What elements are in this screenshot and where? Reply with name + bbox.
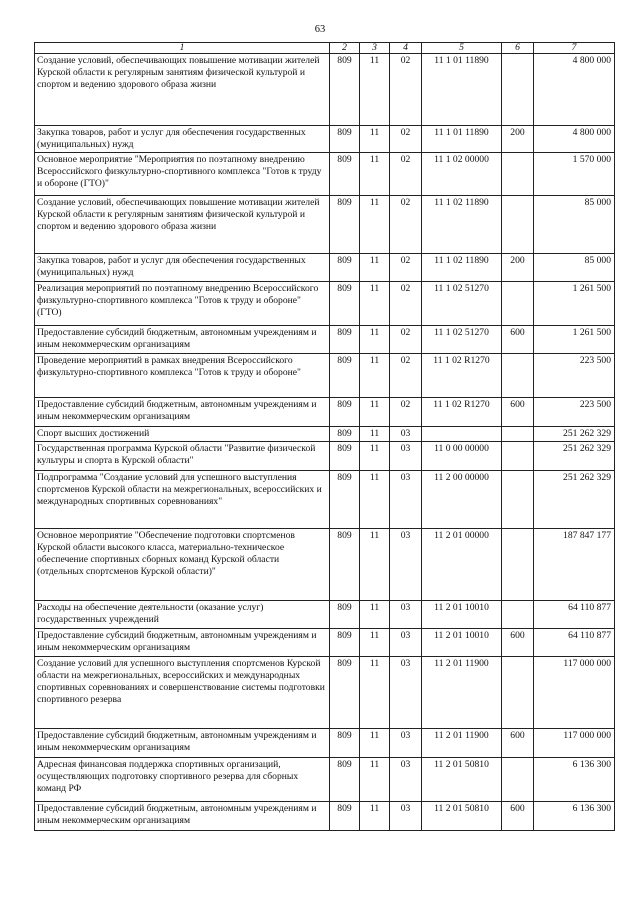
header-cell: 3 <box>360 43 390 54</box>
cell-rz: 11 <box>360 657 390 729</box>
cell-gr: 809 <box>330 471 360 529</box>
cell-pr: 02 <box>390 282 422 326</box>
cell-gr: 809 <box>330 126 360 153</box>
cell-rz: 11 <box>360 326 390 354</box>
cell-sum: 251 262 329 <box>534 442 615 471</box>
cell-rz: 11 <box>360 729 390 758</box>
table-row <box>35 153 615 196</box>
cell-vr <box>502 54 534 126</box>
cell-csr: 11 0 00 00000 <box>422 442 502 471</box>
cell-sum: 223 500 <box>534 398 615 427</box>
cell-rz: 11 <box>360 126 390 153</box>
cell-csr: 11 2 00 00000 <box>422 471 502 529</box>
cell-sum: 223 500 <box>534 354 615 398</box>
row-name: Адресная финансовая поддержка спортивных организаций, осуществляющих подготовку спортивного резерва для сборных команд РФ <box>35 758 330 802</box>
cell-gr: 809 <box>330 282 360 326</box>
cell-csr: 11 1 02 00000 <box>422 153 502 196</box>
cell-pr: 03 <box>390 729 422 758</box>
cell-sum: 85 000 <box>534 254 615 282</box>
row-name: Проведение мероприятий в рамках внедрения Всероссийского физкультурно-спортивного комплекса "Готов к труду и обороне" <box>35 354 330 398</box>
table-row <box>35 442 615 471</box>
cell-csr: 11 2 01 50810 <box>422 758 502 802</box>
cell-pr: 03 <box>390 758 422 802</box>
cell-csr: 11 1 01 11890 <box>422 54 502 126</box>
cell-csr: 11 1 02 51270 <box>422 326 502 354</box>
cell-sum: 1 570 000 <box>534 153 615 196</box>
cell-pr: 02 <box>390 326 422 354</box>
cell-vr: 600 <box>502 629 534 657</box>
cell-rz: 11 <box>360 254 390 282</box>
cell-sum: 6 136 300 <box>534 802 615 831</box>
cell-csr: 11 2 01 11900 <box>422 657 502 729</box>
table-row <box>35 802 615 831</box>
cell-sum: 1 261 500 <box>534 282 615 326</box>
cell-gr: 809 <box>330 326 360 354</box>
cell-sum: 85 000 <box>534 196 615 254</box>
row-name: Предоставление субсидий бюджетным, автономным учреждениям и иным некоммерческим организациям <box>35 629 330 657</box>
cell-sum: 4 800 000 <box>534 126 615 153</box>
cell-pr: 02 <box>390 354 422 398</box>
cell-csr: 11 2 01 10010 <box>422 601 502 629</box>
cell-vr <box>502 657 534 729</box>
header-cell: 4 <box>390 43 422 54</box>
cell-vr <box>502 471 534 529</box>
cell-csr: 11 2 01 50810 <box>422 802 502 831</box>
cell-pr: 02 <box>390 254 422 282</box>
table-row <box>35 398 615 427</box>
cell-pr: 03 <box>390 427 422 442</box>
header-cell: 2 <box>330 43 360 54</box>
cell-vr <box>502 758 534 802</box>
table-row <box>35 196 615 254</box>
cell-pr: 02 <box>390 126 422 153</box>
cell-gr: 809 <box>330 196 360 254</box>
table-row <box>35 758 615 802</box>
cell-vr <box>502 196 534 254</box>
cell-vr: 600 <box>502 802 534 831</box>
cell-csr: 11 2 01 00000 <box>422 529 502 601</box>
cell-vr: 200 <box>502 126 534 153</box>
cell-vr <box>502 354 534 398</box>
cell-gr: 809 <box>330 354 360 398</box>
cell-gr: 809 <box>330 398 360 427</box>
cell-pr: 03 <box>390 471 422 529</box>
cell-sum: 251 262 329 <box>534 427 615 442</box>
table-row <box>35 529 615 601</box>
cell-pr: 02 <box>390 153 422 196</box>
cell-vr <box>502 442 534 471</box>
cell-rz: 11 <box>360 442 390 471</box>
table-row <box>35 54 615 126</box>
cell-vr <box>502 282 534 326</box>
header-cell: 7 <box>534 43 615 54</box>
row-name: Подпрограмма "Создание условий для успешного выступления спортсменов Курской области на межрегиональных, всероссийских и международных спортивных соревнованиях" <box>35 471 330 529</box>
cell-sum: 4 800 000 <box>534 54 615 126</box>
cell-rz: 11 <box>360 398 390 427</box>
row-name: Предоставление субсидий бюджетным, автономным учреждениям и иным некоммерческим организациям <box>35 802 330 831</box>
budget-table <box>34 42 615 831</box>
cell-gr: 809 <box>330 153 360 196</box>
cell-rz: 11 <box>360 282 390 326</box>
row-name: Основное мероприятие "Обеспечение подготовки спортсменов Курской области высокого класса, материально-техническое обеспечение спортивных сборных команд Курской области (отдельных спортсменов Курской области)" <box>35 529 330 601</box>
cell-gr: 809 <box>330 629 360 657</box>
cell-pr: 03 <box>390 442 422 471</box>
cell-rz: 11 <box>360 802 390 831</box>
row-name: Закупка товаров, работ и услуг для обеспечения государственных (муниципальных) нужд <box>35 126 330 153</box>
row-name: Создание условий, обеспечивающих повышение мотивации жителей Курской области к регулярным занятиям физической культурой и спортом и ведению здорового образа жизни <box>35 54 330 126</box>
cell-csr: 11 2 01 11900 <box>422 729 502 758</box>
cell-csr: 11 1 02 11890 <box>422 196 502 254</box>
table-row <box>35 254 615 282</box>
page-number: 63 <box>314 24 326 35</box>
row-name: Создание условий для успешного выступления спортсменов Курской области на межрегиональных, всероссийских и международных спортивных соревнованиях и совершенствование системы подготовки спортивного резерва <box>35 657 330 729</box>
cell-vr: 600 <box>502 398 534 427</box>
table-row <box>35 657 615 729</box>
cell-pr: 02 <box>390 398 422 427</box>
cell-rz: 11 <box>360 629 390 657</box>
cell-pr: 03 <box>390 629 422 657</box>
header-cell: 1 <box>35 43 330 54</box>
table-row <box>35 326 615 354</box>
header-cell: 5 <box>422 43 502 54</box>
cell-pr: 03 <box>390 529 422 601</box>
cell-csr: 11 1 01 11890 <box>422 126 502 153</box>
cell-vr: 200 <box>502 254 534 282</box>
row-name: Создание условий, обеспечивающих повышение мотивации жителей Курской области к регулярным занятиям физической культурой и спортом и ведению здорового образа жизни <box>35 196 330 254</box>
cell-csr: 11 1 02 11890 <box>422 254 502 282</box>
cell-sum: 64 110 877 <box>534 601 615 629</box>
row-name: Предоставление субсидий бюджетным, автономным учреждениям и иным некоммерческим организациям <box>35 398 330 427</box>
cell-gr: 809 <box>330 529 360 601</box>
cell-sum: 6 136 300 <box>534 758 615 802</box>
cell-gr: 809 <box>330 54 360 126</box>
cell-rz: 11 <box>360 758 390 802</box>
table-row <box>35 354 615 398</box>
cell-rz: 11 <box>360 354 390 398</box>
cell-rz: 11 <box>360 54 390 126</box>
cell-gr: 809 <box>330 442 360 471</box>
cell-sum: 251 262 329 <box>534 471 615 529</box>
cell-rz: 11 <box>360 196 390 254</box>
cell-csr <box>422 427 502 442</box>
table-header-row <box>35 43 615 54</box>
row-name: Реализация мероприятий по поэтапному внедрению Всероссийского физкультурно-спортивного комплекса "Готов к труду и обороне" (ГТО) <box>35 282 330 326</box>
cell-csr: 11 1 02 R1270 <box>422 354 502 398</box>
cell-vr <box>502 529 534 601</box>
cell-gr: 809 <box>330 601 360 629</box>
cell-csr: 11 2 01 10010 <box>422 629 502 657</box>
cell-rz: 11 <box>360 471 390 529</box>
cell-csr: 11 1 02 R1270 <box>422 398 502 427</box>
cell-sum: 187 847 177 <box>534 529 615 601</box>
cell-gr: 809 <box>330 729 360 758</box>
cell-pr: 03 <box>390 802 422 831</box>
row-name: Основное мероприятие "Мероприятия по поэтапному внедрению Всероссийского физкультурно-спортивного комплекса "Готов к труду и обороне (ГТО)" <box>35 153 330 196</box>
cell-gr: 809 <box>330 758 360 802</box>
cell-rz: 11 <box>360 529 390 601</box>
row-name: Предоставление субсидий бюджетным, автономным учреждениям и иным некоммерческим организациям <box>35 326 330 354</box>
cell-pr: 02 <box>390 196 422 254</box>
cell-sum: 117 000 000 <box>534 657 615 729</box>
cell-vr <box>502 153 534 196</box>
cell-csr: 11 1 02 51270 <box>422 282 502 326</box>
cell-rz: 11 <box>360 153 390 196</box>
table-row <box>35 729 615 758</box>
row-name: Закупка товаров, работ и услуг для обеспечения государственных (муниципальных) нужд <box>35 254 330 282</box>
cell-rz: 11 <box>360 427 390 442</box>
cell-sum: 117 000 000 <box>534 729 615 758</box>
row-name: Расходы на обеспечение деятельности (оказание услуг) государственных учреждений <box>35 601 330 629</box>
row-name: Предоставление субсидий бюджетным, автономным учреждениям и иным некоммерческим организациям <box>35 729 330 758</box>
cell-gr: 809 <box>330 657 360 729</box>
cell-vr: 600 <box>502 729 534 758</box>
table-row <box>35 126 615 153</box>
cell-vr <box>502 427 534 442</box>
cell-vr: 600 <box>502 326 534 354</box>
table-row <box>35 282 615 326</box>
cell-pr: 03 <box>390 657 422 729</box>
cell-rz: 11 <box>360 601 390 629</box>
table-row <box>35 427 615 442</box>
header-cell: 6 <box>502 43 534 54</box>
table-row <box>35 601 615 629</box>
cell-vr <box>502 601 534 629</box>
row-name: Государственная программа Курской области "Развитие физической культуры и спорта в Курской области" <box>35 442 330 471</box>
cell-gr: 809 <box>330 254 360 282</box>
cell-gr: 809 <box>330 427 360 442</box>
cell-sum: 64 110 877 <box>534 629 615 657</box>
cell-gr: 809 <box>330 802 360 831</box>
cell-sum: 1 261 500 <box>534 326 615 354</box>
cell-pr: 02 <box>390 54 422 126</box>
table-row <box>35 629 615 657</box>
cell-pr: 03 <box>390 601 422 629</box>
table-row <box>35 471 615 529</box>
row-name: Спорт высших достижений <box>35 427 330 442</box>
